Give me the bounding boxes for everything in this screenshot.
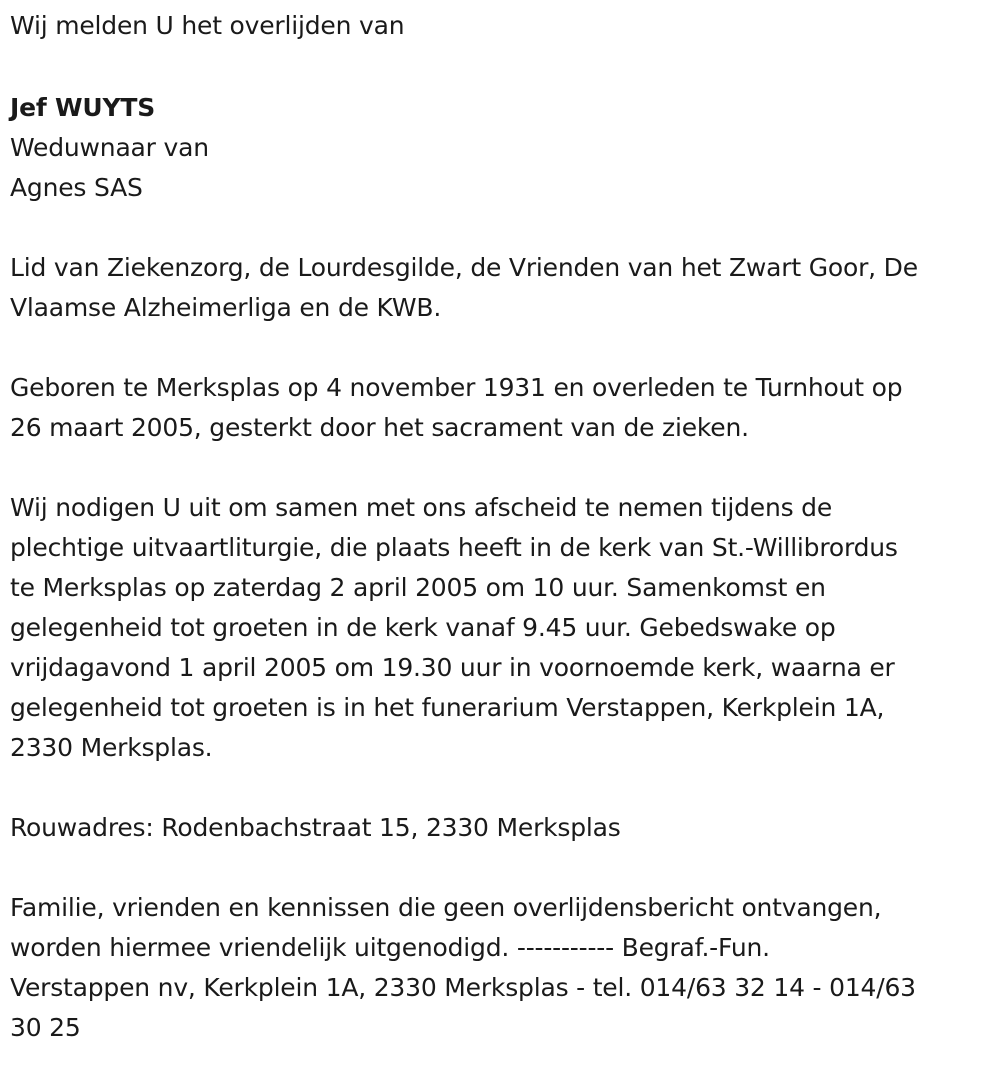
intro-text: Wij melden U het overlijden van [10,11,405,40]
membership-paragraph [10,248,985,328]
closing-line: Verstappen nv, Kerkplein 1A, 2330 Merksplas - tel. 014/63 32 14 - 014/63 [10,973,916,1002]
spouse-name: Agnes SAS [10,173,143,202]
obituary-notice [10,0,985,1048]
birth-death-line: Geboren te Merksplas op 4 november 1931 en overleden te Turnhout op [10,373,903,402]
invitation-line: te Merksplas op zaterdag 2 april 2005 om 10 uur. Samenkomst en [10,573,826,602]
birth-death-paragraph [10,368,985,448]
invitation-line: vrijdagavond 1 april 2005 om 19.30 uur in voornoemde kerk, waarna er [10,653,895,682]
closing-line: Familie, vrienden en kennissen die geen overlijdensbericht ontvangen, [10,893,882,922]
relation-label: Weduwnaar van [10,133,209,162]
invitation-line: gelegenheid tot groeten is in het funerarium Verstappen, Kerkplein 1A, [10,693,885,722]
closing-paragraph [10,888,985,1048]
closing-line: 30 25 [10,1013,81,1042]
invitation-line: Wij nodigen U uit om samen met ons afscheid te nemen tijdens de [10,493,833,522]
closing-line: worden hiermee vriendelijk uitgenodigd. ----------- Begraf.-Fun. [10,933,770,962]
membership-line: Lid van Ziekenzorg, de Lourdesgilde, de Vrienden van het Zwart Goor, De [10,253,918,282]
invitation-line: 2330 Merksplas. [10,733,213,762]
invitation-line: gelegenheid tot groeten in de kerk vanaf 9.45 uur. Gebedswake op [10,613,836,642]
mourning-address: Rouwadres: Rodenbachstraat 15, 2330 Merksplas [10,813,621,842]
funeral-invitation-paragraph [10,488,985,768]
deceased-name: Jef WUYTS [10,93,156,122]
membership-line: Vlaamse Alzheimerliga en de KWB. [10,293,442,322]
birth-death-line: 26 maart 2005, gesterkt door het sacrament van de zieken. [10,413,749,442]
invitation-line: plechtige uitvaartliturgie, die plaats heeft in de kerk van St.-Willibrordus [10,533,898,562]
